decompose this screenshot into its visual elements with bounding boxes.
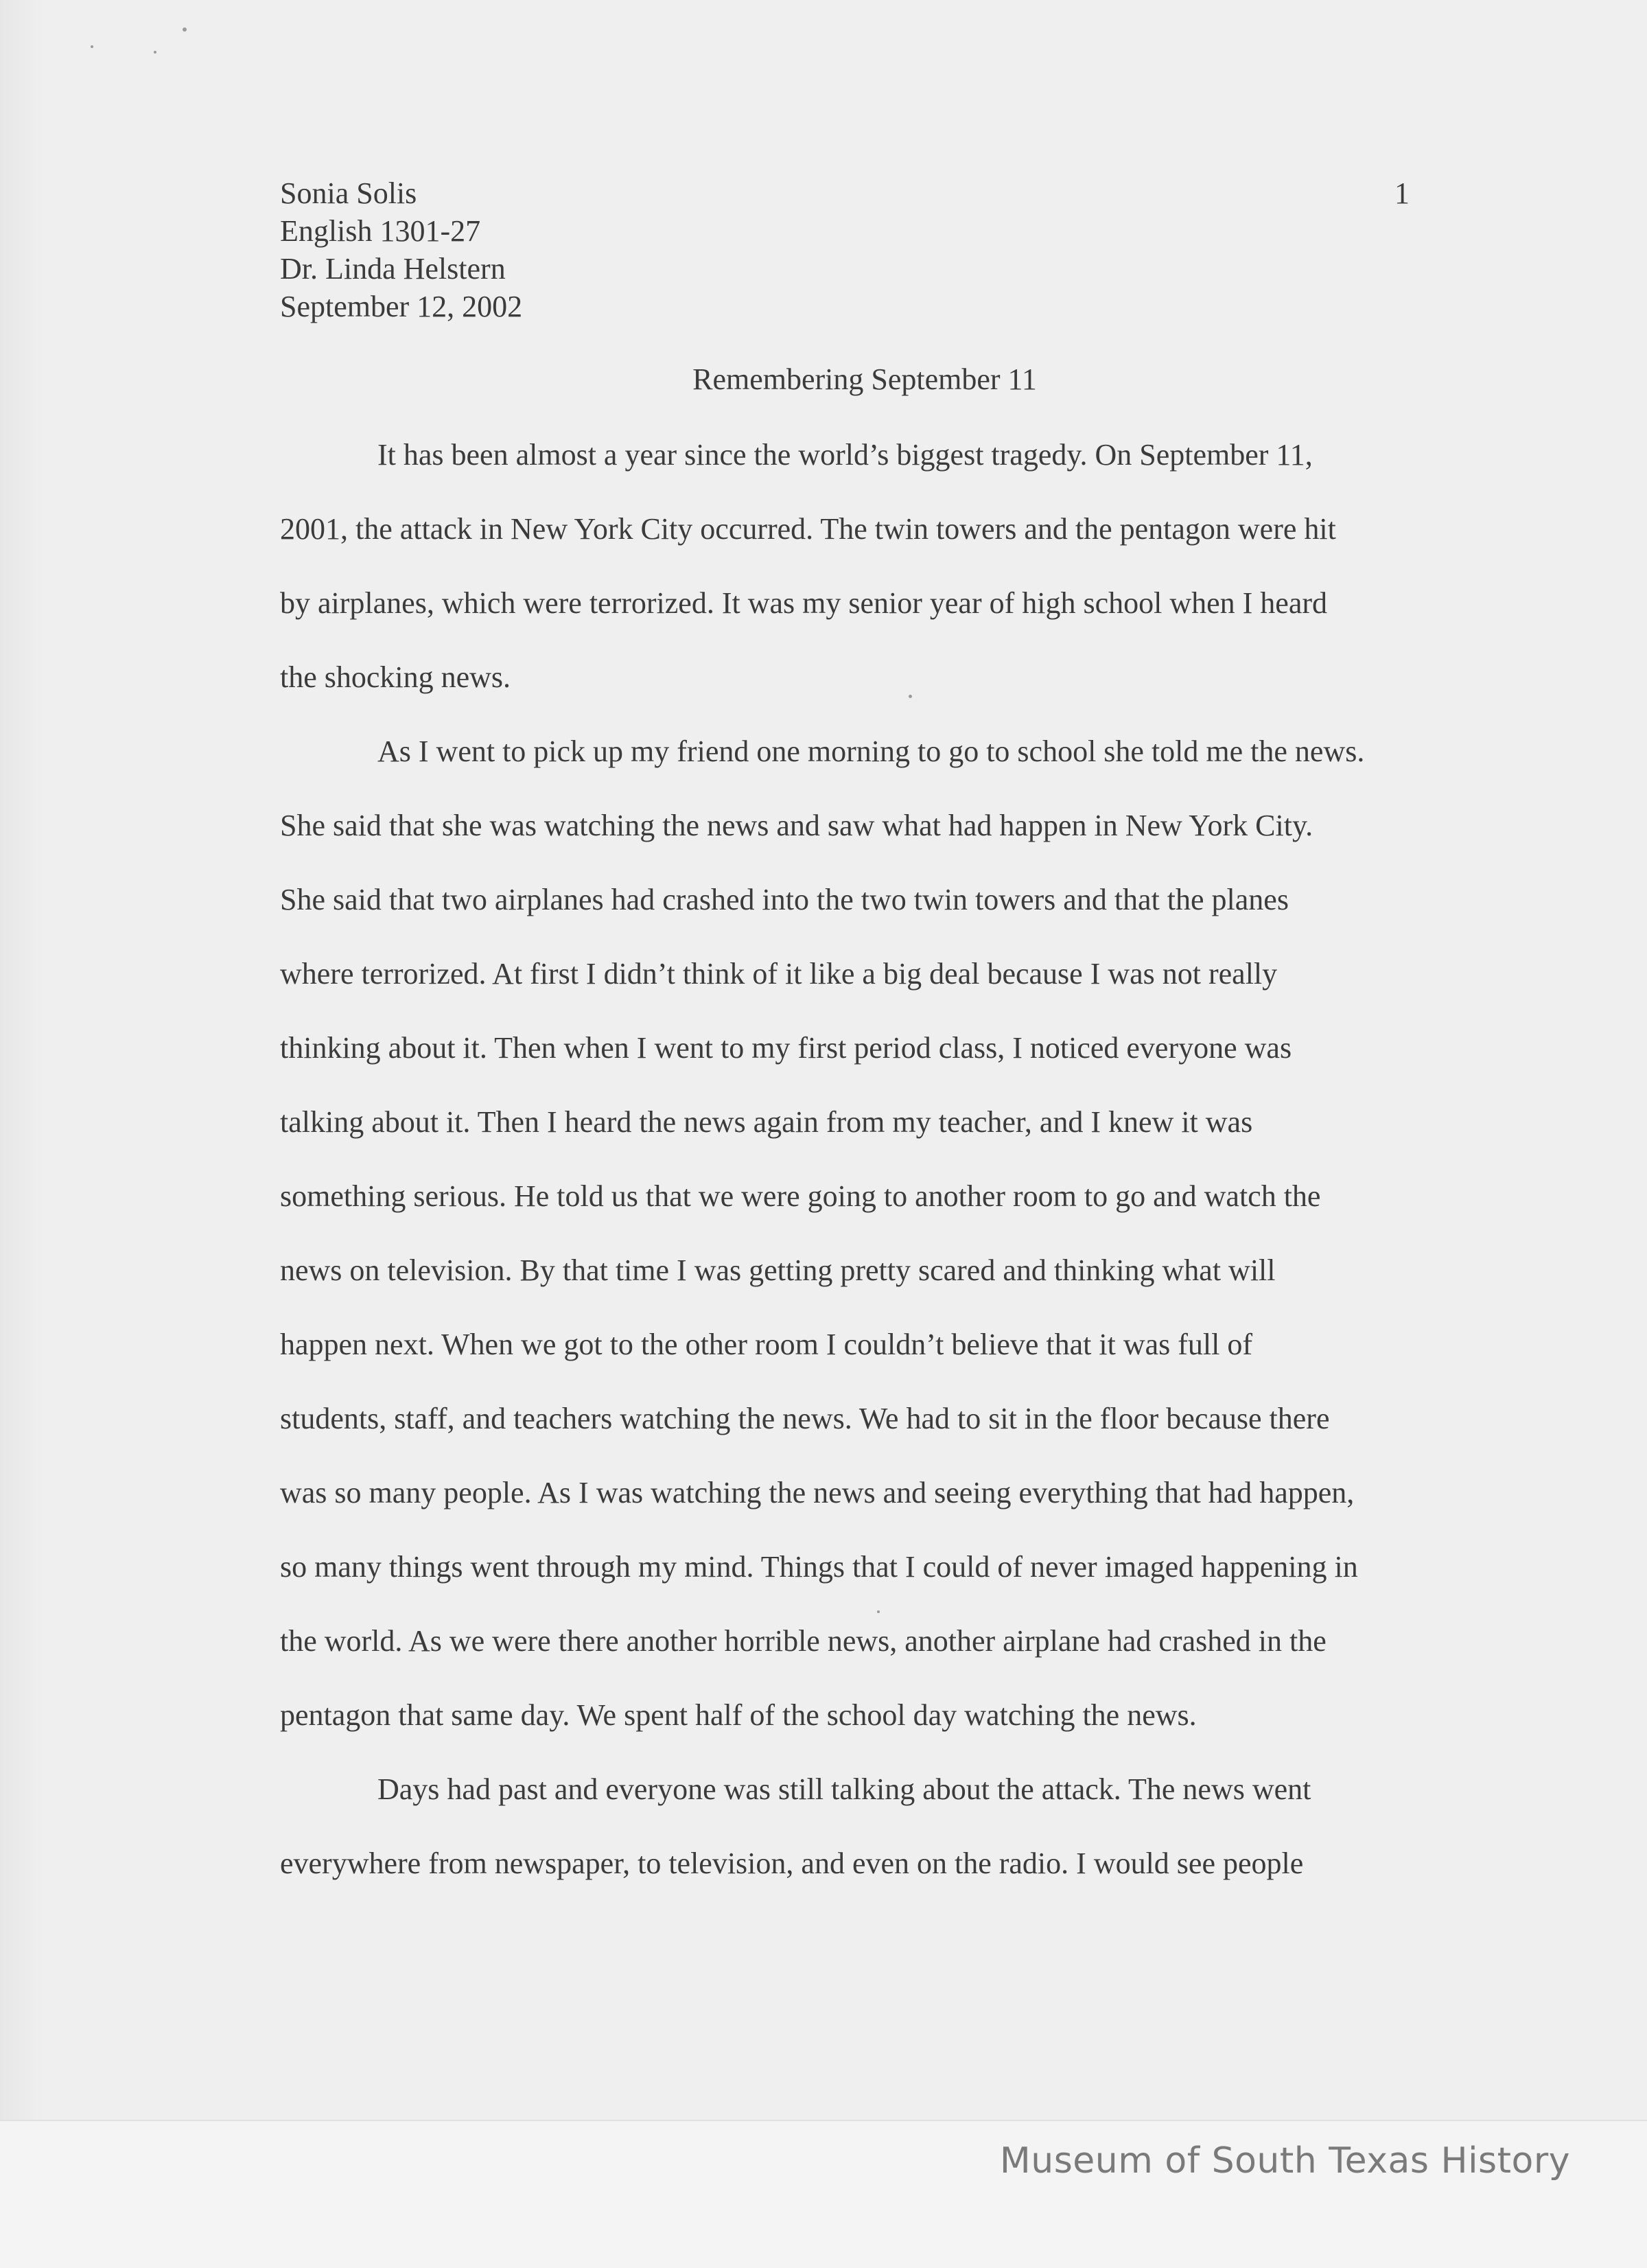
body-line: something serious. He told us that we were going to another room to go and watch the xyxy=(280,1179,1321,1213)
page-edge-shadow xyxy=(1,0,43,2120)
body-line: Days had past and everyone was still talking about the attack. The news went xyxy=(377,1772,1311,1806)
instructor-name: Dr. Linda Helstern xyxy=(280,252,506,286)
body-line: She said that she was watching the news and saw what had happen in New York City. xyxy=(280,809,1313,842)
body-line: pentagon that same day. We spent half of the school day watching the news. xyxy=(280,1698,1197,1732)
body-line: students, staff, and teachers watching the news. We had to sit in the floor because there xyxy=(280,1402,1330,1435)
body-line: thinking about it. Then when I went to my first period class, I noticed everyone was xyxy=(280,1031,1292,1065)
body-line: was so many people. As I was watching the news and seeing everything that had happen, xyxy=(280,1476,1355,1509)
page-number: 1 xyxy=(1394,176,1410,210)
paper-speck xyxy=(909,695,912,698)
body-line: by airplanes, which were terrorized. It was my senior year of high school when I heard xyxy=(280,586,1328,620)
paper-speck xyxy=(877,1610,880,1613)
body-line: the shocking news. xyxy=(280,660,511,694)
museum-credit: Museum of South Texas History xyxy=(999,2140,1570,2182)
essay-date: September 12, 2002 xyxy=(280,290,523,323)
body-line: As I went to pick up my friend one morning to go to school she told me the news. xyxy=(377,734,1365,768)
body-line: where terrorized. At first I didn’t think of it like a big deal because I was not really xyxy=(280,957,1278,991)
paper-speck xyxy=(154,51,156,54)
body-line: the world. As we were there another horrible news, another airplane had crashed in the xyxy=(280,1624,1327,1658)
body-line: everywhere from newspaper, to television, and even on the radio. I would see people xyxy=(280,1847,1304,1880)
body-line: 2001, the attack in New York City occurred. The twin towers and the pentagon were hit xyxy=(280,512,1336,546)
paper-speck xyxy=(91,45,93,48)
body-line: happen next. When we got to the other room I couldn’t believe that it was full of xyxy=(280,1328,1253,1361)
body-line: so many things went through my mind. Things that I could of never imaged happening in xyxy=(280,1550,1358,1584)
body-line: talking about it. Then I heard the news again from my teacher, and I knew it was xyxy=(280,1105,1253,1139)
body-line: It has been almost a year since the world’s biggest tragedy. On September 11, xyxy=(377,438,1313,472)
paper-speck xyxy=(183,27,187,32)
course-name: English 1301-27 xyxy=(280,214,481,248)
body-line: She said that two airplanes had crashed into the two twin towers and that the planes xyxy=(280,883,1289,916)
essay-title: Remembering September 11 xyxy=(692,362,1037,396)
essay-header xyxy=(280,174,522,325)
body-line: news on television. By that time I was getting pretty scared and thinking what will xyxy=(280,1253,1276,1287)
author-name: Sonia Solis xyxy=(280,176,417,210)
